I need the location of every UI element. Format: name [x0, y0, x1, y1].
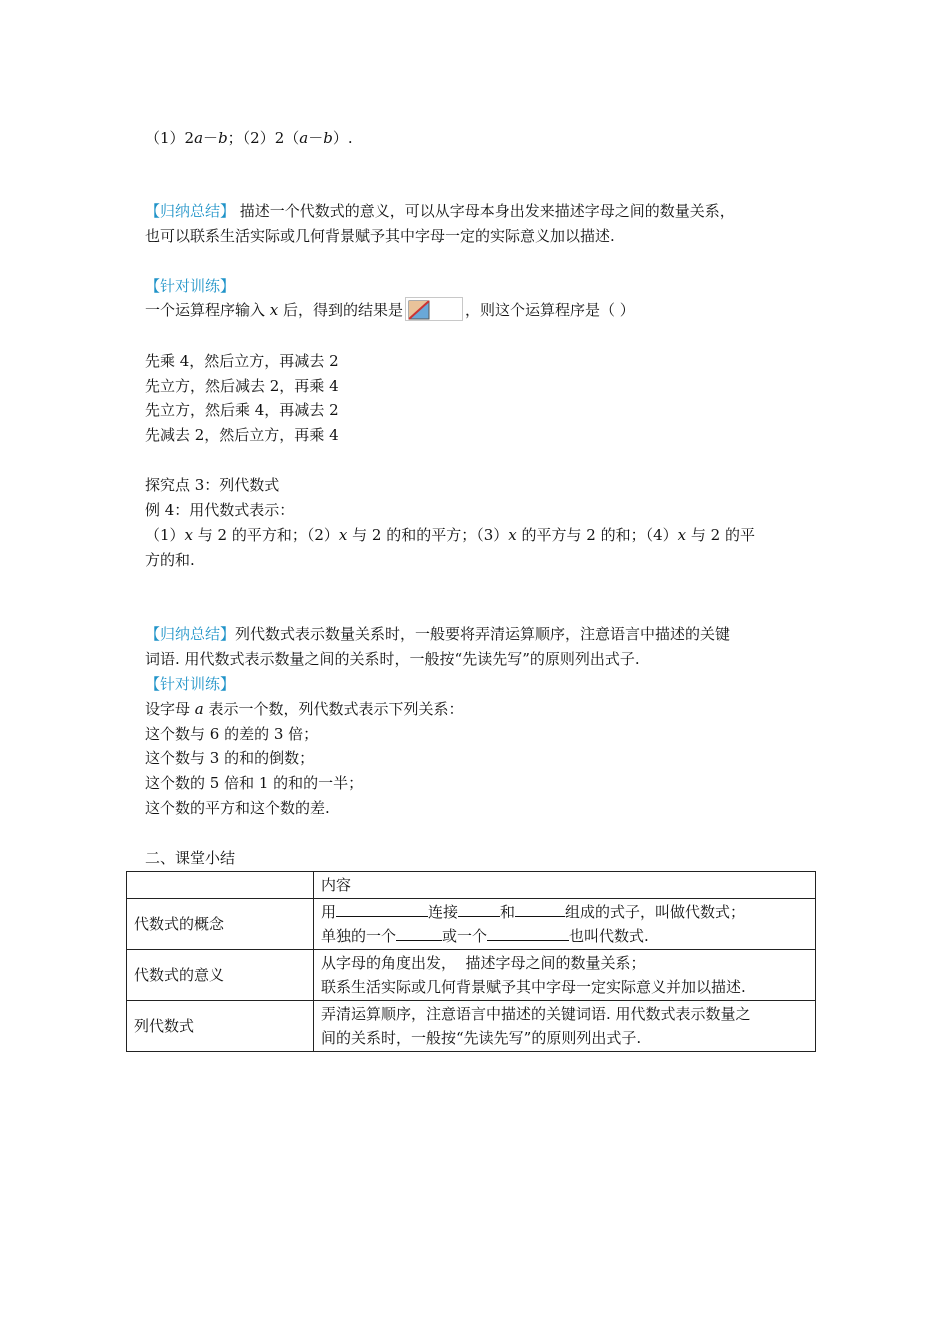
training2-tag: 【针对训练】 [145, 675, 236, 693]
class-summary-table [126, 871, 816, 1052]
cell-text: 和 [500, 903, 516, 921]
training2-item-3: 这个数的 5 倍和 1 的和的一半； [145, 774, 364, 792]
example-text: 的平方与 2 的和；（4） [516, 526, 678, 544]
answer-line [145, 127, 353, 149]
row-content [314, 899, 816, 950]
formula-image [405, 297, 463, 321]
table-row [127, 1001, 816, 1052]
answer-part: ）. [332, 129, 353, 147]
summary-text: 描述一个代数式的意义，可以从字母本身出发来描述字母之间的数量关系， [235, 202, 735, 220]
var-x: x [508, 526, 517, 544]
cell-text: 用 [321, 903, 337, 921]
fill-blank [515, 900, 565, 917]
training1-question [145, 299, 635, 323]
question-text: 一个运算程序输入 [145, 301, 270, 319]
var-b: b [323, 129, 333, 147]
summary1-line1 [145, 200, 735, 222]
table-row [127, 872, 816, 899]
answer-part: ；（2）2（ [227, 129, 300, 147]
table-row [127, 899, 816, 950]
class-summary-heading: 二、课堂小结 [145, 849, 236, 867]
cell-text: 组成的式子，叫做代数式； [565, 903, 746, 921]
example4-line2: 方的和. [145, 551, 195, 569]
table-header-content: 内容 [314, 872, 816, 899]
minus-sign: － [203, 129, 219, 147]
training1-tag: 【针对训练】 [145, 277, 236, 295]
cell-text: 单独的一个 [321, 927, 397, 945]
option-a: 先乘 4，然后立方，再减去 2 [145, 352, 339, 370]
explore3-title: 探究点 3：列代数式 [145, 476, 280, 494]
fill-blank [336, 900, 428, 917]
training2-item-4: 这个数的平方和这个数的差. [145, 799, 330, 817]
example-text: 与 2 的和的平方；（3） [347, 526, 509, 544]
summary-tag: 【归纳总结】 [145, 625, 236, 643]
row-content [314, 950, 816, 1001]
row-label: 列代数式 [127, 1001, 314, 1052]
training2-intro [145, 698, 464, 720]
option-b: 先立方，然后减去 2，再乘 4 [145, 377, 339, 395]
question-text: ，则这个运算程序是（ ） [465, 301, 635, 319]
table-cell [127, 872, 314, 899]
var-a: a [194, 129, 204, 147]
training2-item-1: 这个数与 6 的差的 3 倍； [145, 725, 319, 743]
var-x: x [184, 526, 194, 544]
fill-blank [458, 900, 500, 917]
var-x: x [338, 526, 348, 544]
cell-text: 也叫代数式. [569, 927, 649, 945]
row-label: 代数式的概念 [127, 899, 314, 950]
var-a: a [194, 700, 204, 718]
var-a: a [299, 129, 309, 147]
fill-blank [487, 924, 569, 941]
summary2-line1 [145, 623, 730, 645]
broken-image-icon [408, 300, 430, 320]
question-text: 后，得到的结果是 [278, 301, 404, 319]
summary-tag: 【归纳总结】 [145, 202, 236, 220]
intro-text: 设字母 [145, 700, 195, 718]
cell-text: 联系生活实际或几何背景赋予其中字母一定实际意义并加以描述. [321, 978, 746, 996]
cell-text: 弄清运算顺序，注意语言中描述的关键词语. 用代数式表示数量之 [321, 1005, 751, 1023]
cell-text: 连接 [428, 903, 459, 921]
table-row [127, 950, 816, 1001]
option-d: 先减去 2，然后立方，再乘 4 [145, 426, 339, 444]
cell-text: 从字母的角度出发， 描述字母之间的数量关系； [321, 954, 646, 972]
option-c: 先立方，然后乘 4，再减去 2 [145, 401, 339, 419]
summary2-line2: 词语. 用代数式表示数量之间的关系时，一般按“先读先写”的原则列出式子. [145, 650, 640, 668]
answer-part: （1）2 [145, 129, 195, 147]
summary-text: 列代数式表示数量关系时，一般要将弄清运算顺序，注意语言中描述的关键 [235, 625, 731, 643]
minus-sign: － [308, 129, 324, 147]
training2-item-2: 这个数与 3 的和的倒数； [145, 749, 315, 767]
example4-heading: 例 4：用代数式表示： [145, 501, 295, 519]
summary1-line2: 也可以联系生活实际或几何背景赋予其中字母一定的实际意义加以描述. [145, 227, 615, 245]
example4-line1 [145, 524, 755, 546]
var-b: b [218, 129, 228, 147]
fill-blank [396, 924, 442, 941]
example-text: 与 2 的平方和；（2） [193, 526, 339, 544]
intro-text: 表示一个数，列代数式表示下列关系： [203, 700, 464, 718]
var-x: x [677, 526, 687, 544]
example-text: （1） [145, 526, 185, 544]
example-text: 与 2 的平 [686, 526, 755, 544]
var-x: x [269, 301, 279, 319]
cell-text: 或一个 [442, 927, 488, 945]
row-content [314, 1001, 816, 1052]
cell-text: 间的关系时，一般按“先读先写”的原则列出式子. [321, 1029, 642, 1047]
row-label: 代数式的意义 [127, 950, 314, 1001]
